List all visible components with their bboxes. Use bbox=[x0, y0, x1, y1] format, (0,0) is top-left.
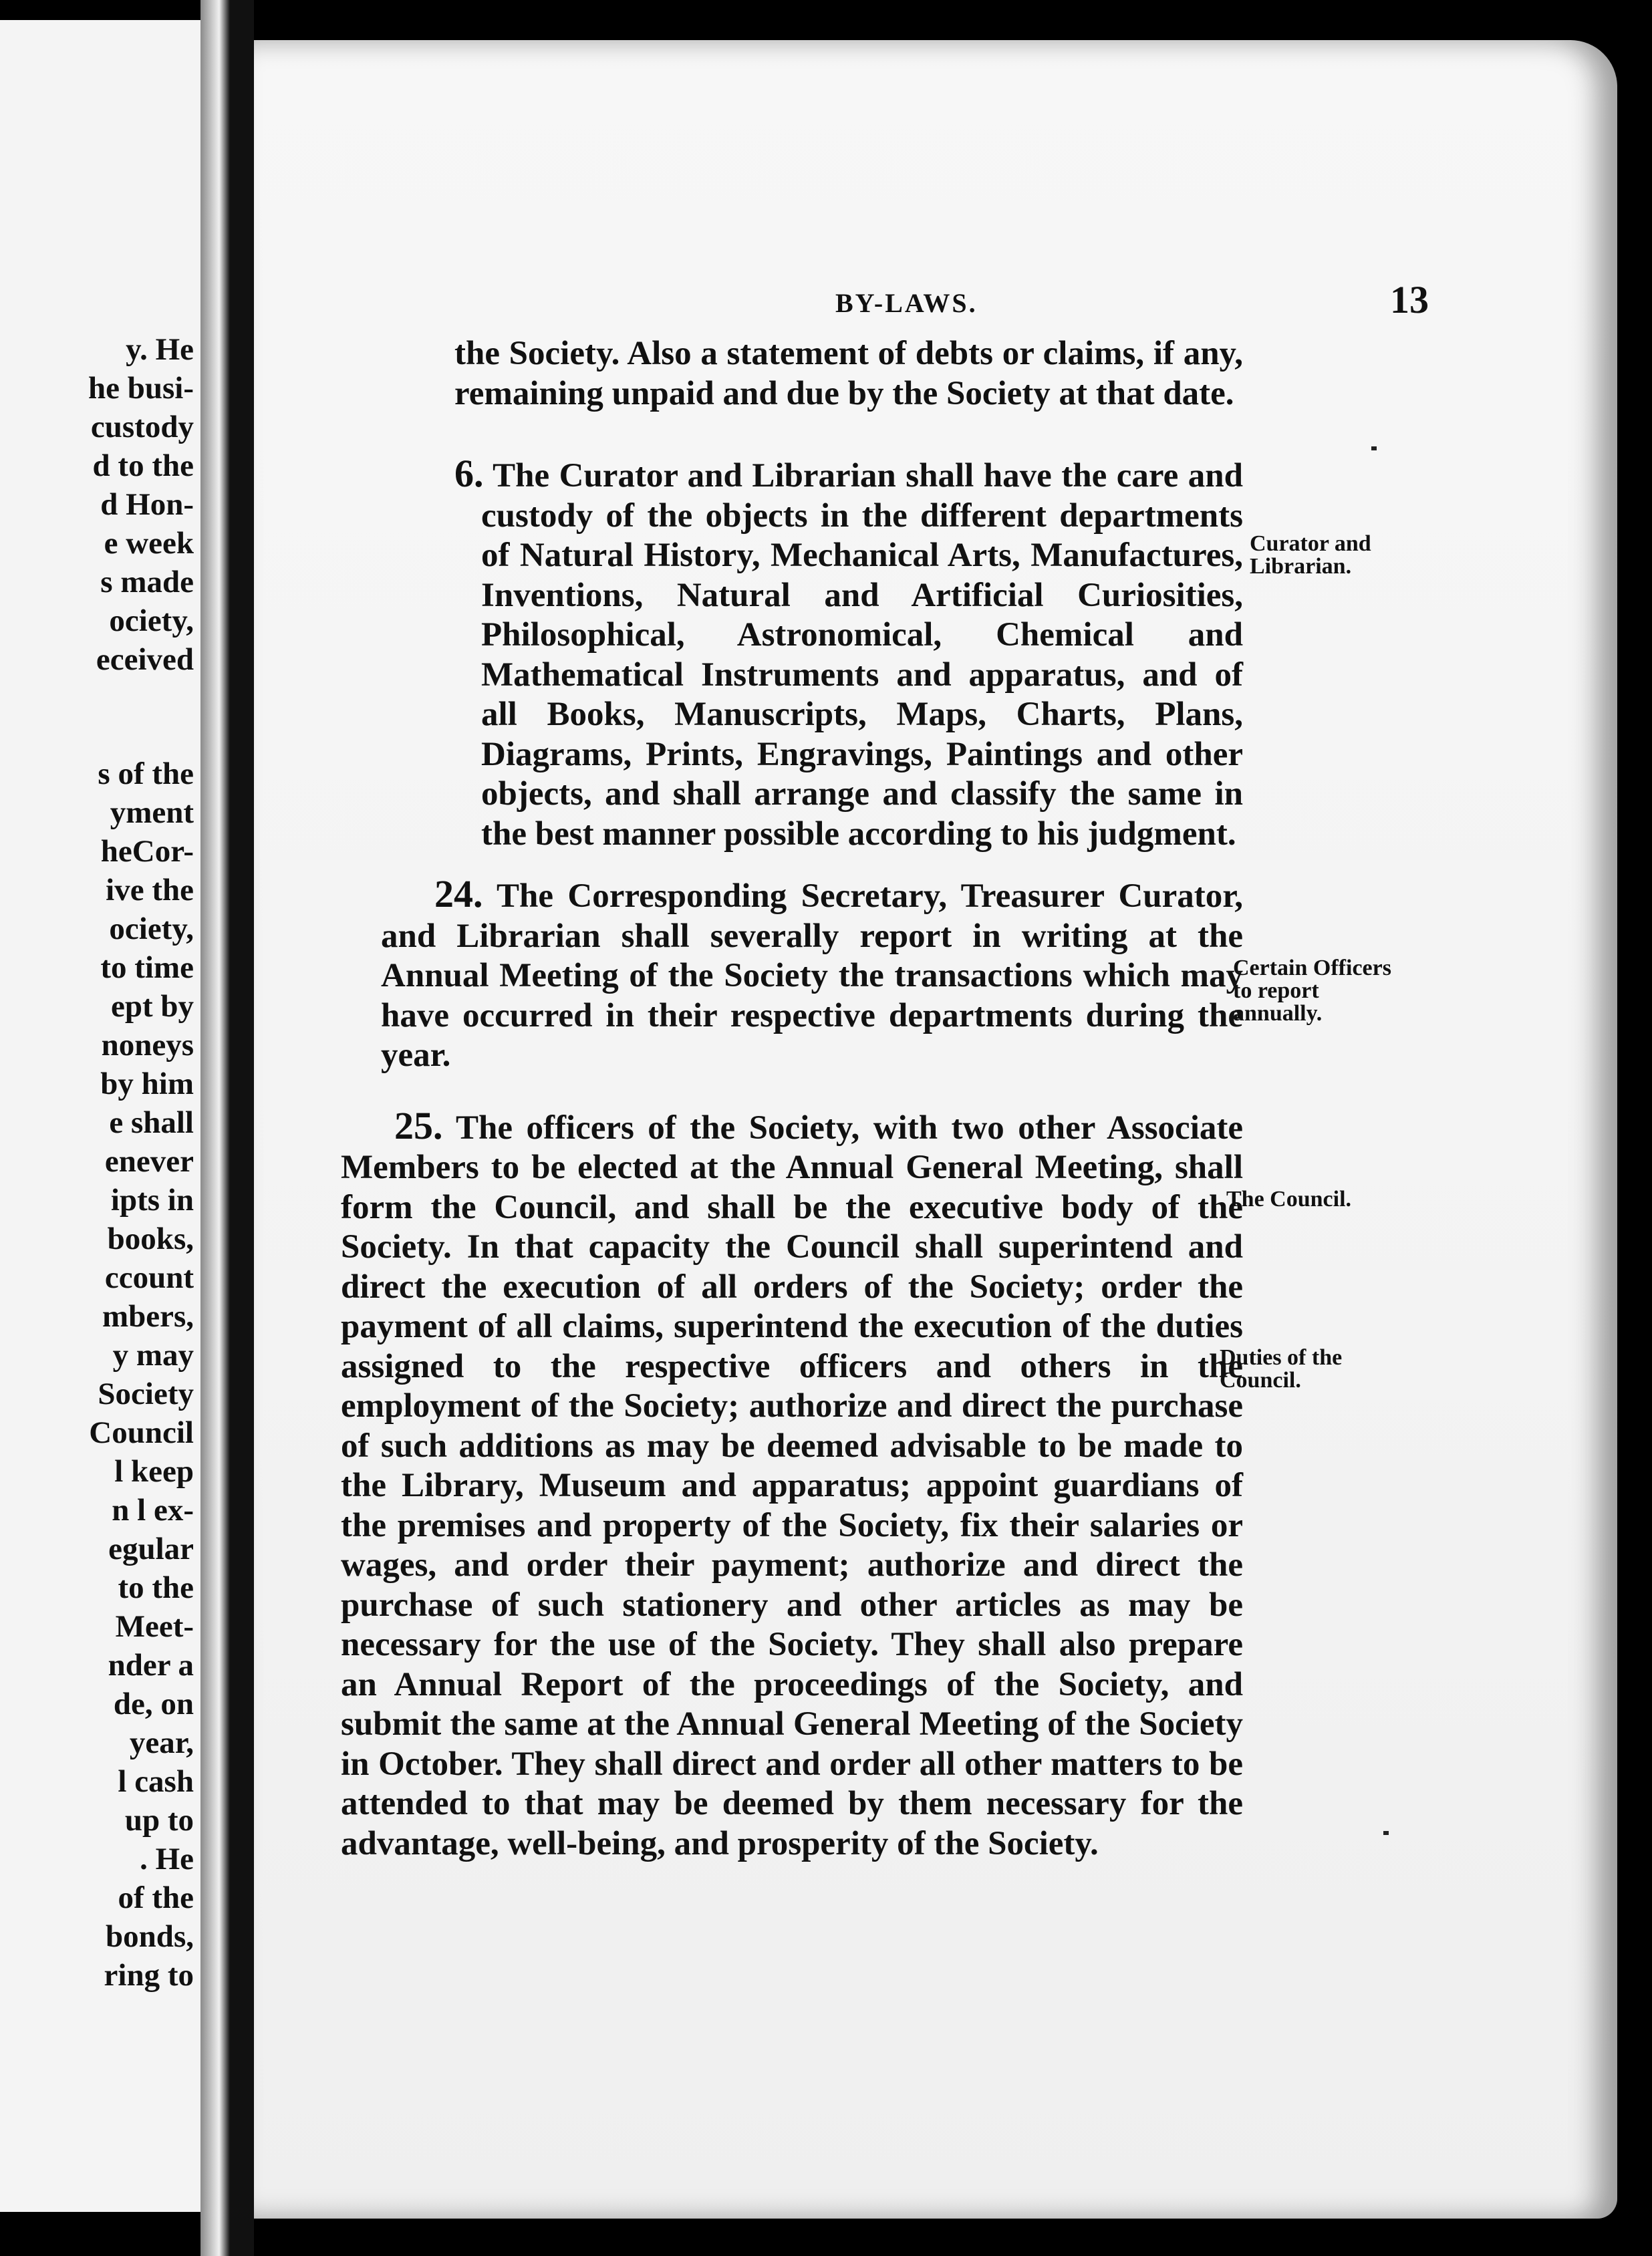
margin-dot bbox=[1383, 1831, 1389, 1835]
paragraph-24 bbox=[381, 874, 1243, 1076]
left-fragment: of the bbox=[118, 1880, 194, 1915]
left-fragment: y. He bbox=[126, 332, 194, 367]
left-fragment: nder a bbox=[108, 1648, 194, 1683]
left-fragment: ociety, bbox=[109, 911, 194, 946]
left-fragment: egular bbox=[108, 1532, 194, 1566]
left-fragment: up to bbox=[124, 1803, 194, 1838]
left-fragment: ccount bbox=[104, 1260, 194, 1295]
left-fragment: d Hon- bbox=[100, 487, 194, 522]
left-fragment: n l ex- bbox=[112, 1493, 194, 1528]
left-fragment: ring to bbox=[104, 1958, 194, 1993]
left-fragment: he busi- bbox=[88, 371, 194, 406]
book-gutter bbox=[200, 0, 254, 2256]
left-fragment: Meet- bbox=[115, 1609, 194, 1644]
left-fragment: s made bbox=[100, 565, 194, 599]
left-fragment: eceived bbox=[96, 642, 194, 677]
paragraph-25 bbox=[341, 1103, 1243, 1864]
left-fragment: custody bbox=[90, 410, 194, 444]
left-fragment: enever bbox=[104, 1144, 194, 1179]
body-text bbox=[321, 334, 1243, 1864]
paragraph-24-text: The Corresponding Secretary, Treasurer Curator, and Librarian shall severally report in writing at the Annual Meeting of the Society the transactions which may have occurred in their respective departments during the year. bbox=[381, 877, 1243, 1074]
margin-dot bbox=[1371, 446, 1377, 450]
left-fragment: e shall bbox=[109, 1105, 194, 1140]
paragraph-6 bbox=[454, 454, 1243, 854]
left-fragment: . He bbox=[140, 1842, 194, 1876]
paragraph-25-text: The officers of the Society, with two other Associate Members to be elected at the Annual General Meeting, shall form the Council, and shall be the executive body of the Society. In that capacity the Council shall superintend and direct the execution of all orders of the Society; order the payment of all claims, superintend the execution of the duties assigned to the respective officers and others in the employment of the Society; authorize and direct the purchase of such additions as may be deemed advisable to be made to the Library, Museum and apparatus; appoint guardians of the premises and property of the Society, fix their salaries or wages, and order their payment; authorize and direct the purchase of such stationery and other articles as may be necessary for the use of the Society. They shall also prepare an Annual Report of the proceedings of the Society, and submit the same at the Annual General Meeting of the Society in October. They shall direct and order all other matters to be attended to that may be deemed by them necessary for the advantage, well-being, and prosperity of the Society. bbox=[341, 1109, 1243, 1862]
left-fragment: Council bbox=[89, 1415, 194, 1450]
page-number: 13 bbox=[1390, 278, 1429, 321]
left-fragment: mbers, bbox=[102, 1299, 194, 1334]
left-page bbox=[0, 20, 200, 2212]
left-fragment: ipts in bbox=[110, 1183, 194, 1218]
left-fragment: ive the bbox=[106, 873, 194, 907]
side-note-duties: Duties of the Council. bbox=[1220, 1345, 1343, 1393]
left-fragment: ept by bbox=[110, 989, 194, 1024]
left-fragment: ociety, bbox=[109, 603, 194, 638]
paragraph-6-number: 6. bbox=[454, 452, 484, 495]
running-head: BY-LAWS. bbox=[835, 288, 978, 318]
left-fragment: noneys bbox=[101, 1028, 194, 1063]
left-fragment: d to the bbox=[92, 448, 194, 483]
paragraph-24-number: 24. bbox=[434, 872, 483, 915]
left-fragment: l keep bbox=[114, 1454, 194, 1489]
left-fragment: heCor- bbox=[100, 834, 194, 869]
left-fragment: to the bbox=[118, 1570, 194, 1605]
left-fragment: to time bbox=[100, 950, 194, 985]
left-fragment: y may bbox=[112, 1338, 194, 1373]
left-fragment: year, bbox=[129, 1725, 194, 1760]
side-note-curator: Curator and Librarian. bbox=[1250, 531, 1371, 579]
left-fragment: l cash bbox=[118, 1764, 194, 1799]
left-fragment: books, bbox=[107, 1222, 194, 1256]
left-fragment: bonds, bbox=[106, 1919, 194, 1954]
continuation-paragraph: the Society. Also a statement of debts or claims, if any, remaining unpaid and due by the Society at that date. bbox=[454, 335, 1243, 412]
side-note-council: The Council. bbox=[1226, 1187, 1352, 1212]
left-fragment: de, on bbox=[113, 1687, 194, 1721]
left-fragment: by him bbox=[100, 1067, 194, 1101]
left-fragment: e week bbox=[104, 526, 194, 561]
left-fragment: yment bbox=[110, 795, 194, 830]
side-note-certain-officers: Certain Officers to report annually. bbox=[1233, 956, 1391, 1026]
paragraph-6-text: The Curator and Librarian shall have the care and custody of the objects in the different departments of Natural History, Mechanical Arts, Manufactures, Inventions, Natural and Artificial Curiosities, Philosophical, Astronomical, Chemical and Mathematical Instruments and apparatus, and of all Books, Manuscripts, Maps, Charts, Plans, Diagrams, Prints, Engravings, Paintings and other objects, and shall arrange and classify the same in the best manner possible according to his judgment. bbox=[481, 457, 1243, 853]
left-fragment: Society bbox=[98, 1377, 194, 1411]
paragraph-25-number: 25. bbox=[394, 1103, 443, 1147]
left-fragment: s of the bbox=[98, 756, 194, 791]
